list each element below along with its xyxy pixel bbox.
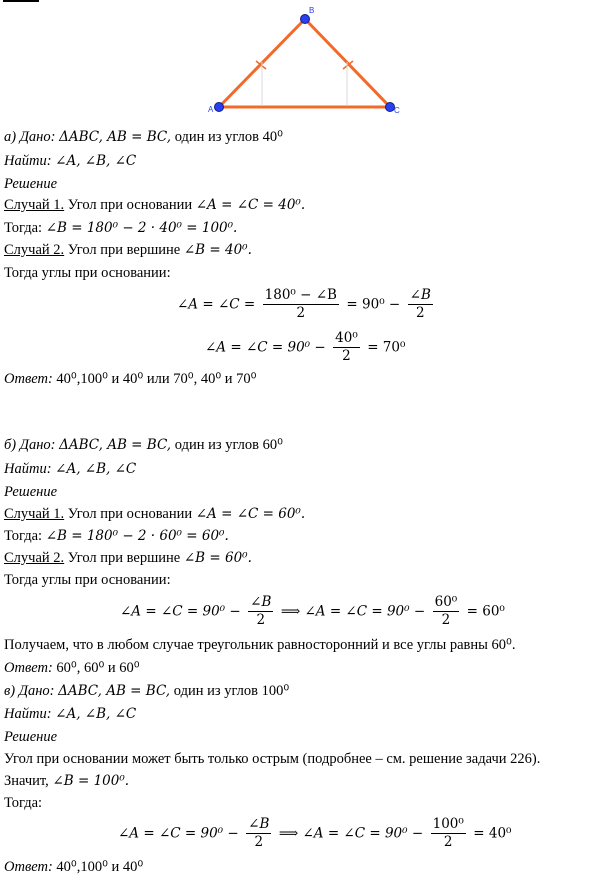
part-b-case1 [4, 506, 305, 523]
eq1-frac-den: 2 [296, 305, 306, 321]
part-c-given [4, 683, 289, 700]
case1-text: Угол при основании [67, 197, 193, 213]
eq-frac-num: ∠B [250, 594, 272, 610]
case2-text: Угол при вершине [67, 242, 181, 258]
part-b-then [4, 528, 229, 545]
given-text: один из углов 40 [174, 129, 278, 145]
eq-left: ∠A = ∠C = 90⁰ − [118, 825, 239, 842]
then-label: Тогда: [4, 220, 43, 236]
eq1-fraction-2 [408, 287, 433, 322]
find-label: Найти: [4, 153, 52, 169]
case2-text: Угол при вершине [67, 550, 181, 566]
eq-frac2-den: 2 [441, 612, 451, 628]
find-math: ∠A, ∠B, ∠C [55, 706, 137, 722]
case1-text: Угол при основании [67, 506, 193, 522]
so-math: ∠B = 100⁰. [52, 773, 130, 789]
answer-label: Ответ: [4, 371, 53, 387]
eq-mid: ⟹ ∠A = ∠C = 90⁰ − [278, 825, 424, 842]
eq1-frac-num: 180⁰ − ∠B [264, 287, 337, 303]
eq1-fraction [263, 287, 339, 322]
case1-label: Случай 1. [4, 506, 65, 522]
given-label: а) Дано: [4, 129, 56, 145]
case2-math: ∠B = 60⁰. [183, 550, 252, 566]
then-math: ∠B = 180⁰ − 2 · 60⁰ = 60⁰. [45, 528, 229, 544]
case2-label: Случай 2. [4, 550, 65, 566]
answer-text: 40⁰,100⁰ и 40⁰ [56, 859, 144, 875]
part-a-case1 [4, 197, 305, 214]
eq2-right: = 70⁰ [367, 339, 406, 356]
eq-frac2-den: 2 [443, 834, 453, 850]
part-a-then [4, 220, 237, 237]
given-text: один из углов 60⁰ [174, 437, 283, 453]
eq-fraction [248, 594, 273, 629]
triangle-figure [0, 0, 600, 120]
case2-label: Случай 2. [4, 242, 65, 258]
part-c-statement: Угол при основании может быть только острым (подробнее – см. решение задачи 226). [4, 751, 541, 767]
given-deg: ⁰ [277, 129, 283, 145]
part-c-answer [4, 859, 143, 876]
eq1-frac2-den: 2 [415, 305, 425, 321]
eq-frac2-num: 60⁰ [434, 594, 458, 610]
eq-left: ∠A = ∠C = 90⁰ − [120, 603, 241, 620]
find-label: Найти: [4, 706, 52, 722]
answer-text: 40⁰,100⁰ и 40⁰ или 70⁰, 40⁰ и 70⁰ [56, 371, 257, 387]
eq-frac-num: ∠B [248, 816, 270, 832]
given-math: ΔABC, AB = BC, [59, 129, 172, 145]
part-c-equation [118, 816, 511, 851]
part-a-equation-1 [177, 287, 436, 322]
eq2-frac-num: 40⁰ [335, 330, 358, 346]
part-b-base-angles: Тогда углы при основании: [4, 572, 171, 588]
label-c: C [394, 106, 400, 115]
part-b-answer [4, 660, 140, 677]
part-b-given [4, 437, 283, 454]
part-a-solution-label: Решение [4, 176, 58, 192]
part-a-answer [4, 371, 256, 388]
part-c-solution-label: Решение [4, 729, 58, 745]
case1-label: Случай 1. [4, 197, 65, 213]
label-b: B [309, 6, 315, 15]
part-a-find [4, 153, 136, 170]
eq1-left: ∠A = ∠C = [177, 296, 256, 313]
then-math: ∠B = 180⁰ − 2 · 40⁰ = 100⁰. [45, 220, 238, 236]
eq2-fraction [333, 330, 360, 365]
part-b-solution-label: Решение [4, 484, 58, 500]
so-label: Значит, [4, 773, 49, 789]
part-c-so [4, 773, 129, 790]
find-label: Найти: [4, 461, 52, 477]
part-b-conclusion: Получаем, что в любом случае треугольник равносторонний и все углы равны 60⁰. [4, 637, 516, 653]
eq-frac-den: 2 [254, 834, 264, 850]
part-c-then: Тогда: [4, 795, 43, 811]
find-math: ∠A, ∠B, ∠C [55, 153, 137, 169]
eq-frac-den: 2 [256, 612, 266, 628]
eq-fraction-2 [433, 594, 460, 629]
eq-mid: ⟹ ∠A = ∠C = 90⁰ − [280, 603, 426, 620]
eq2-frac-den: 2 [342, 348, 351, 364]
given-label: б) Дано: [4, 437, 56, 453]
case1-math: ∠A = ∠C = 40⁰. [195, 197, 306, 213]
eq-right: = 40⁰ [473, 825, 512, 842]
given-math: ΔABC, AB = BC, [59, 437, 172, 453]
point-b [301, 15, 310, 24]
part-b-equation [120, 594, 505, 629]
part-c-find [4, 706, 136, 723]
part-a-equation-2 [205, 330, 405, 365]
part-b-find [4, 461, 136, 478]
given-math: ΔABC, AB = BC, [58, 683, 171, 699]
eq2-left: ∠A = ∠C = 90⁰ − [205, 339, 326, 356]
eq1-frac2-num: ∠B [409, 287, 431, 303]
part-a-case2 [4, 242, 252, 259]
given-text: один из углов 100⁰ [173, 683, 290, 699]
answer-label: Ответ: [4, 660, 53, 676]
answer-label: Ответ: [4, 859, 53, 875]
eq1-mid: = 90⁰ − [346, 296, 401, 313]
case1-math: ∠A = ∠C = 60⁰. [195, 506, 306, 522]
eq-fraction [246, 816, 271, 851]
point-a [215, 103, 224, 112]
part-a-given [4, 129, 283, 146]
eq-right: = 60⁰ [466, 603, 505, 620]
eq-frac2-num: 100⁰ [432, 816, 464, 832]
then-label: Тогда: [4, 528, 43, 544]
case2-math: ∠B = 40⁰. [183, 242, 252, 258]
answer-text: 60⁰, 60⁰ и 60⁰ [56, 660, 140, 676]
part-b-case2 [4, 550, 252, 567]
label-a: A [208, 105, 214, 114]
find-math: ∠A, ∠B, ∠C [55, 461, 137, 477]
given-label: в) Дано: [4, 683, 55, 699]
part-a-base-angles: Тогда углы при основании: [4, 265, 171, 281]
eq-fraction-2 [431, 816, 466, 851]
